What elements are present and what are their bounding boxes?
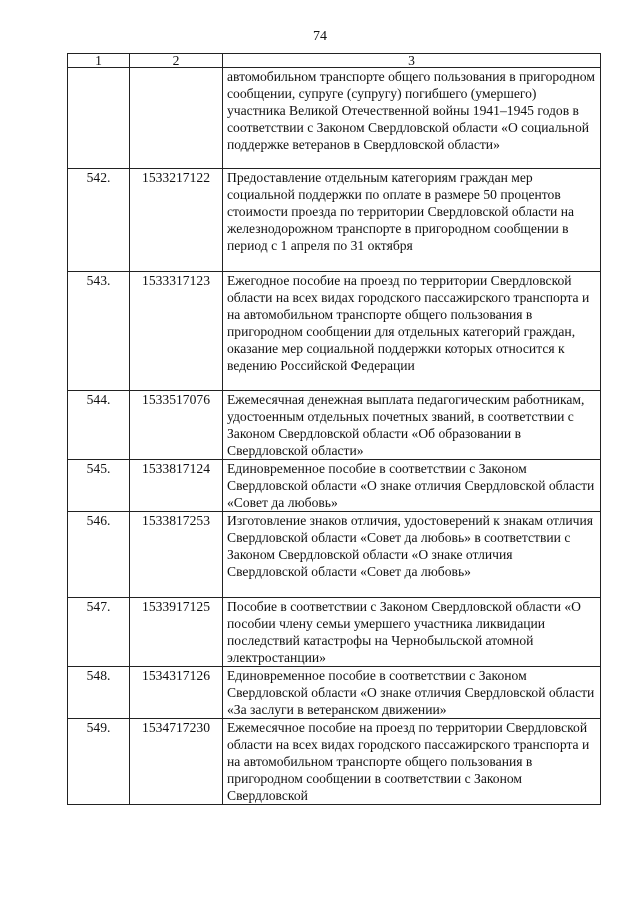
table-row bbox=[68, 598, 601, 667]
row-number-cell: 543. bbox=[68, 272, 130, 391]
table-row bbox=[68, 512, 601, 598]
row-code-cell: 1533917125 bbox=[130, 598, 223, 667]
row-code-cell bbox=[130, 68, 223, 169]
table-row bbox=[68, 460, 601, 512]
row-description-cell: Предоставление отдельным категориям граждан мер социальной поддержки по оплате в размере 50 процентов стоимости проезда по территории Свердловской области на железнодорожном транспорте в пригородном сообщении в период с 1 апреля по 31 октября bbox=[223, 169, 601, 272]
row-description-cell: Изготовление знаков отличия, удостоверений к знакам отличия Свердловской области «Совет да любовь» в соответствии с Законом Свердловской области «О знаке отличия Свердловской области «Совет да любовь» bbox=[223, 512, 601, 598]
row-description-cell: Ежегодное пособие на проезд по территории Свердловской области на всех видах городского пассажирского транспорта и на автомобильном транспорте общего пользования в пригородном сообщении для отдельных категорий граждан, оказание мер социальной поддержки которых относится к ведению Российской Федерации bbox=[223, 272, 601, 391]
row-code-cell: 1533217122 bbox=[130, 169, 223, 272]
row-number-cell: 546. bbox=[68, 512, 130, 598]
row-number-cell: 545. bbox=[68, 460, 130, 512]
table-row-continuation bbox=[68, 68, 601, 169]
row-code-cell: 1534717230 bbox=[130, 719, 223, 805]
row-description-cell: Единовременное пособие в соответствии с Законом Свердловской области «О знаке отличия Свердловской области «Совет да любовь» bbox=[223, 460, 601, 512]
table-row bbox=[68, 169, 601, 272]
row-code-cell: 1533517076 bbox=[130, 391, 223, 460]
row-number-cell bbox=[68, 68, 130, 169]
table-row bbox=[68, 667, 601, 719]
row-code-cell: 1533817253 bbox=[130, 512, 223, 598]
budget-classification-table bbox=[67, 53, 601, 805]
table-row bbox=[68, 272, 601, 391]
row-code-cell: 1534317126 bbox=[130, 667, 223, 719]
row-number-cell: 548. bbox=[68, 667, 130, 719]
column-header-2: 2 bbox=[130, 54, 223, 68]
row-number-cell: 542. bbox=[68, 169, 130, 272]
page-number: 74 bbox=[313, 29, 327, 44]
row-description-cell: автомобильном транспорте общего пользования в пригородном сообщении, супруге (супругу) погибшего (умершего) участника Великой Отечественной войны 1941–1945 годов в соответствии с Законом Свердловской области «О социальной поддержке ветеранов в Свердловской области» bbox=[223, 68, 601, 169]
row-code-cell: 1533317123 bbox=[130, 272, 223, 391]
table-header-row bbox=[68, 54, 601, 68]
column-header-3: 3 bbox=[223, 54, 601, 68]
row-number-cell: 544. bbox=[68, 391, 130, 460]
column-header-1: 1 bbox=[68, 54, 130, 68]
row-number-cell: 549. bbox=[68, 719, 130, 805]
row-description-cell: Единовременное пособие в соответствии с Законом Свердловской области «О знаке отличия Свердловской области «За заслуги в ветеранском движении» bbox=[223, 667, 601, 719]
row-description-cell: Пособие в соответствии с Законом Свердловской области «О пособии члену семьи умершего участника ликвидации последствий катастрофы на Чернобыльской атомной электростанции» bbox=[223, 598, 601, 667]
table-row bbox=[68, 391, 601, 460]
row-description-cell: Ежемесячная денежная выплата педагогическим работникам, удостоенным отдельных почетных званий, в соответствии с Законом Свердловской области «Об образовании в Свердловской области» bbox=[223, 391, 601, 460]
row-description-cell: Ежемесячное пособие на проезд по территории Свердловской области на всех видах городского пассажирского транспорта и на автомобильном транспорте общего пользования в пригородном сообщении в соответствии с Законом Свердловской bbox=[223, 719, 601, 805]
row-code-cell: 1533817124 bbox=[130, 460, 223, 512]
row-number-cell: 547. bbox=[68, 598, 130, 667]
table-row bbox=[68, 719, 601, 805]
